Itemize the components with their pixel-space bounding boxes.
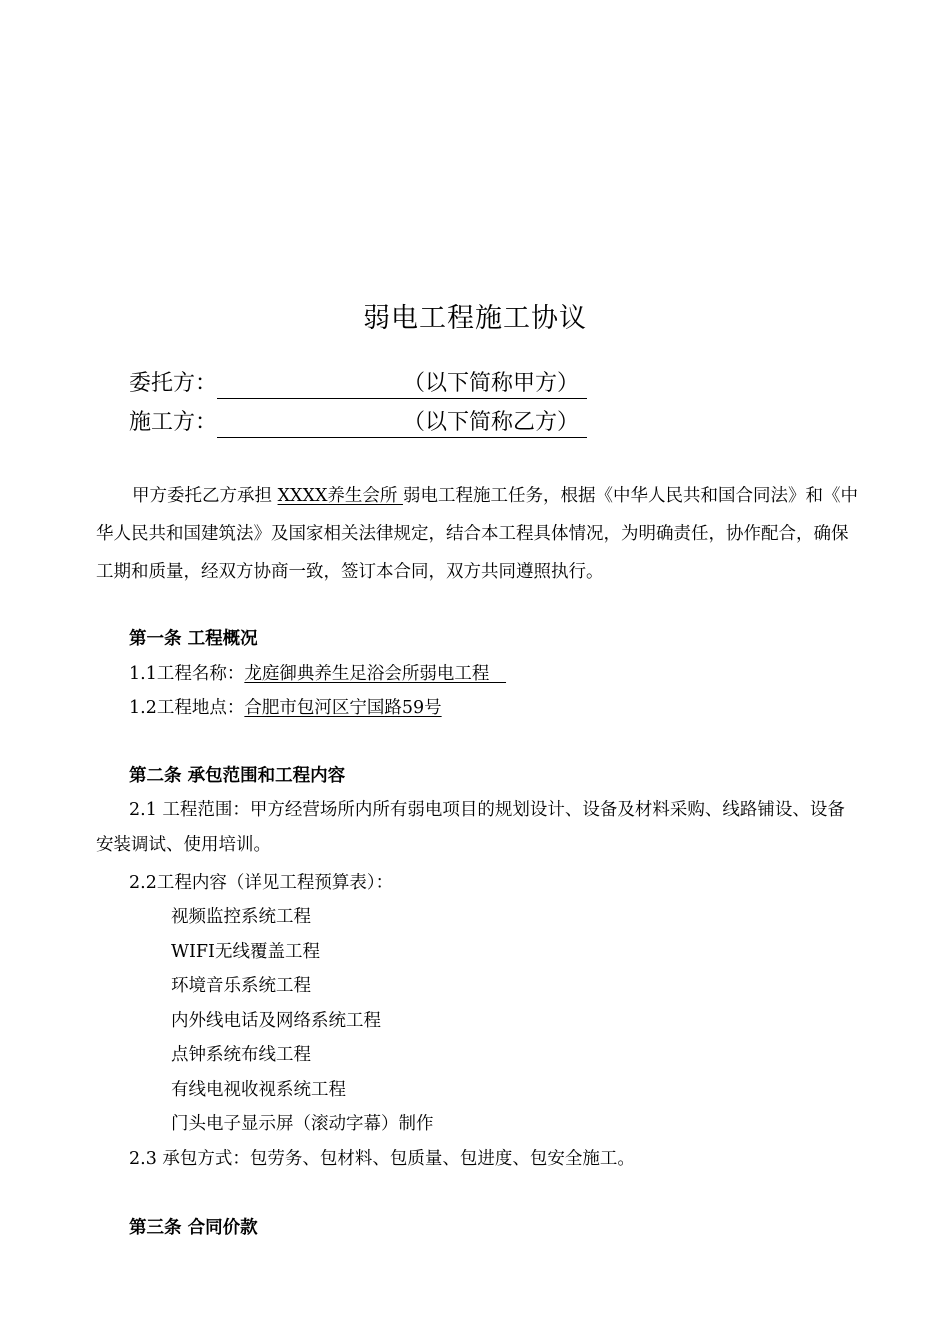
- list-item: WIFI无线覆盖工程: [171, 942, 320, 962]
- document-title: 弱电工程施工协议: [363, 303, 587, 334]
- project-site-value: 合肥市包河区宁国路59号: [244, 698, 442, 718]
- contractor-party-line: [129, 408, 587, 438]
- client-label: 委托方：: [129, 371, 218, 396]
- project-name-label: 1.1工程名称：: [129, 664, 245, 684]
- list-item: 有线电视收视系统工程: [171, 1080, 346, 1100]
- contractor-note: （以下简称乙方）: [403, 410, 580, 435]
- project-site-label: 1.2工程地点：: [129, 698, 245, 718]
- intro-post: 弱电工程施工任务，根据《中华人民共和国合同法》和《中华人民共和国建筑法》及国家相关法律规定，结合本工程具体情况，为明确责任，协作配合，确保工期和质量，经双方协商一致，签订本合同，双方共同遵照执行。: [96, 486, 858, 582]
- contractor-label: 施工方：: [129, 410, 218, 435]
- project-name-value: 龙庭御典养生足浴会所弱电工程: [244, 664, 507, 684]
- project-name-line: [129, 659, 506, 689]
- list-item: 门头电子显示屏（滚动字幕）制作: [171, 1114, 434, 1134]
- client-party-line: [129, 369, 587, 399]
- client-name-blank: [217, 369, 587, 399]
- project-owner-name: XXXX养生会所: [277, 486, 403, 506]
- contractor-name-blank: [217, 408, 587, 438]
- content-label: 2.2工程内容（详见工程预算表）：: [129, 873, 394, 893]
- intro-paragraph: [96, 477, 861, 591]
- project-site-line: [129, 693, 442, 723]
- section1-heading: 第一条 工程概况: [129, 629, 258, 649]
- list-item: 点钟系统布线工程: [171, 1045, 311, 1065]
- intro-pre: 甲方委托乙方承担: [132, 486, 278, 506]
- scope-paragraph: 2.1 工程范围：甲方经营场所内所有弱电项目的规划设计、设备及材料采购、线路铺设、设备安装调试、使用培训。: [96, 800, 845, 855]
- list-item: 内外线电话及网络系统工程: [171, 1011, 381, 1031]
- section2-heading: 第二条 承包范围和工程内容: [129, 766, 346, 786]
- list-item: 环境音乐系统工程: [171, 976, 311, 996]
- client-note: （以下简称甲方）: [403, 371, 580, 396]
- list-item: 视频监控系统工程: [171, 907, 311, 927]
- section3-heading: 第三条 合同价款: [129, 1218, 258, 1238]
- contract-mode-line: 2.3 承包方式：包劳务、包材料、包质量、包进度、包安全施工。: [129, 1149, 635, 1169]
